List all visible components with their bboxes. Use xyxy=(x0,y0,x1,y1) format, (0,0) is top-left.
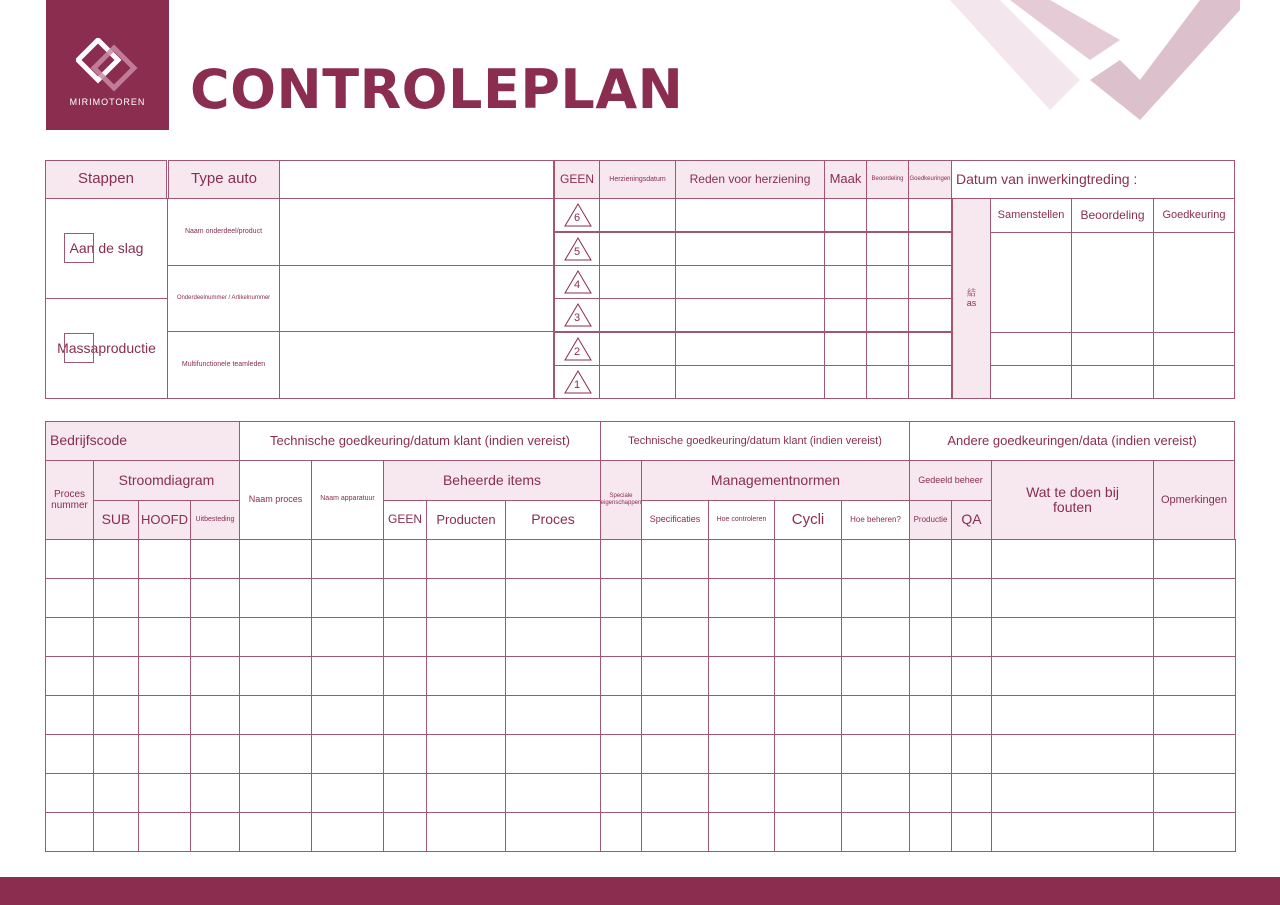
table-cell[interactable] xyxy=(383,539,427,579)
revision-field[interactable] xyxy=(675,365,825,399)
effective-date-label: Datum van inwerkingtreding : xyxy=(951,160,1235,199)
table-cell[interactable] xyxy=(45,578,94,618)
table-cell[interactable] xyxy=(190,617,240,657)
revision-field[interactable] xyxy=(675,298,825,332)
producten-header: Producten xyxy=(426,500,506,540)
revision-number-label: 6 xyxy=(573,211,581,224)
table-cell[interactable] xyxy=(311,773,384,813)
table-cell[interactable] xyxy=(991,578,1154,618)
approval-field[interactable] xyxy=(990,365,1072,399)
table-cell[interactable] xyxy=(708,656,775,696)
table-cell[interactable] xyxy=(951,578,992,618)
table-cell[interactable] xyxy=(93,812,139,852)
table-cell[interactable] xyxy=(991,656,1154,696)
table-cell[interactable] xyxy=(708,617,775,657)
table-cell[interactable] xyxy=(991,773,1154,813)
table-cell[interactable] xyxy=(383,695,427,735)
logo-box xyxy=(46,0,169,130)
qa-header: QA xyxy=(951,500,992,540)
table-cell[interactable] xyxy=(708,812,775,852)
specificaties-header: Specificaties xyxy=(641,500,709,540)
table-cell[interactable] xyxy=(138,656,191,696)
table-cell[interactable] xyxy=(951,695,992,735)
revision-field[interactable] xyxy=(866,232,909,266)
table-cell[interactable] xyxy=(239,695,312,735)
wat-te-doen-header: Wat te doen bij fouten xyxy=(991,460,1154,540)
table-cell[interactable] xyxy=(909,578,952,618)
revision-field[interactable] xyxy=(866,332,909,366)
revision-number-label: 5 xyxy=(573,245,581,258)
table-cell[interactable] xyxy=(426,812,506,852)
table-cell[interactable] xyxy=(93,656,139,696)
team-members-label: Multifunctionele teamleden xyxy=(167,331,280,399)
revision-field[interactable] xyxy=(908,232,952,266)
revision-field[interactable] xyxy=(866,365,909,399)
table-cell[interactable] xyxy=(93,773,139,813)
table-cell[interactable] xyxy=(505,773,601,813)
table-cell[interactable] xyxy=(1153,773,1236,813)
diamond-logo-icon xyxy=(76,38,140,94)
table-cell[interactable] xyxy=(505,656,601,696)
revision-field[interactable] xyxy=(824,332,867,366)
decorative-diamonds-icon xyxy=(940,0,1240,125)
step-aan-de-slag: Aan de slag xyxy=(45,198,168,299)
revision-field[interactable] xyxy=(908,265,952,299)
table-cell[interactable] xyxy=(45,617,94,657)
bedrijfscode-header: Bedrijfscode xyxy=(45,421,240,461)
stroomdiagram-header: Stroomdiagram xyxy=(93,460,240,501)
table-cell[interactable] xyxy=(909,812,952,852)
table-cell[interactable] xyxy=(426,539,506,579)
naam-proces-header: Naam proces xyxy=(239,460,312,540)
revision-field[interactable] xyxy=(824,265,867,299)
uitbesteding-header: Uitbesteding xyxy=(190,500,240,540)
table-cell[interactable] xyxy=(1153,617,1236,657)
proces-nummer-header: Proces nummer xyxy=(45,460,94,540)
gedeeld-beheer-header: Gedeeld beheer xyxy=(909,460,992,501)
revision-number-label: 4 xyxy=(573,278,581,291)
tech-approval-2: Technische goedkeuring/datum klant (indien vereist) xyxy=(600,421,910,461)
table-cell[interactable] xyxy=(383,812,427,852)
table-cell[interactable] xyxy=(841,812,910,852)
table-cell[interactable] xyxy=(641,773,709,813)
revision-number-label: 3 xyxy=(573,311,581,324)
type-auto-header: Type auto xyxy=(168,160,280,199)
revision-number-label: 1 xyxy=(573,378,581,391)
table-cell[interactable] xyxy=(239,656,312,696)
revision-field[interactable] xyxy=(599,332,676,366)
revision-field[interactable] xyxy=(824,232,867,266)
table-cell[interactable] xyxy=(190,773,240,813)
table-cell[interactable] xyxy=(841,656,910,696)
table-cell[interactable] xyxy=(1153,695,1236,735)
table-cell[interactable] xyxy=(641,617,709,657)
stappen-header: Stappen xyxy=(45,160,167,199)
type-auto-field[interactable] xyxy=(279,160,554,199)
table-cell[interactable] xyxy=(991,734,1154,774)
cycli-header: Cycli xyxy=(774,500,842,540)
rev-beoordeling-header: Beoordeling xyxy=(866,160,909,199)
step-massaproductie: Massaproductie xyxy=(45,298,168,399)
table-cell[interactable] xyxy=(1153,656,1236,696)
hoofd-header: HOOFD xyxy=(138,500,191,540)
table-cell[interactable] xyxy=(239,812,312,852)
table-cell[interactable] xyxy=(45,539,94,579)
table-cell[interactable] xyxy=(45,773,94,813)
table-cell[interactable] xyxy=(774,773,842,813)
approval-field[interactable] xyxy=(1071,332,1154,366)
table-cell[interactable] xyxy=(311,656,384,696)
table-cell[interactable] xyxy=(841,539,910,579)
table-cell[interactable] xyxy=(991,539,1154,579)
approval-field[interactable] xyxy=(1153,232,1235,333)
table-cell[interactable] xyxy=(311,539,384,579)
speciale-header: Speciale eigenschappen xyxy=(600,460,642,540)
approval-goedkeuring: Goedkeuring xyxy=(1153,198,1235,233)
approval-beoordeling: Beoordeling xyxy=(1071,198,1154,233)
table-cell[interactable] xyxy=(708,734,775,774)
table-cell[interactable] xyxy=(641,578,709,618)
approval-field[interactable] xyxy=(1153,365,1235,399)
table-cell[interactable] xyxy=(93,539,139,579)
table-cell[interactable] xyxy=(774,578,842,618)
table-cell[interactable] xyxy=(93,734,139,774)
table-cell[interactable] xyxy=(311,734,384,774)
table-cell[interactable] xyxy=(383,734,427,774)
brand-name: MIRIMOTOREN xyxy=(69,97,146,107)
table-cell[interactable] xyxy=(641,695,709,735)
rev-reason-header: Reden voor herziening xyxy=(675,160,825,199)
table-cell[interactable] xyxy=(600,773,642,813)
table-cell[interactable] xyxy=(383,617,427,657)
table-cell[interactable] xyxy=(600,695,642,735)
table-cell[interactable] xyxy=(190,812,240,852)
table-cell[interactable] xyxy=(708,578,775,618)
table-cell[interactable] xyxy=(190,539,240,579)
table-cell[interactable] xyxy=(1153,539,1236,579)
table-cell[interactable] xyxy=(311,617,384,657)
table-cell[interactable] xyxy=(951,617,992,657)
table-cell[interactable] xyxy=(909,539,952,579)
rev-geen-header: GEEN xyxy=(554,160,600,199)
table-cell[interactable] xyxy=(138,578,191,618)
beheerde-items-header: Beheerde items xyxy=(383,460,601,501)
table-cell[interactable] xyxy=(600,578,642,618)
table-cell[interactable] xyxy=(239,617,312,657)
table-cell[interactable] xyxy=(600,734,642,774)
approval-samenstellen: Samenstellen xyxy=(990,198,1072,233)
footer-bar xyxy=(0,877,1280,905)
table-cell[interactable] xyxy=(909,695,952,735)
table-cell[interactable] xyxy=(841,617,910,657)
revision-number xyxy=(554,332,600,366)
revision-number xyxy=(554,298,600,332)
page-title: CONTROLEPLAN xyxy=(190,58,684,121)
table-cell[interactable] xyxy=(311,695,384,735)
table-cell[interactable] xyxy=(93,617,139,657)
checkbox-aan-de-slag[interactable] xyxy=(64,233,94,263)
table-cell[interactable] xyxy=(505,734,601,774)
table-cell[interactable] xyxy=(426,656,506,696)
table-cell[interactable] xyxy=(239,734,312,774)
table-cell[interactable] xyxy=(426,617,506,657)
table-cell[interactable] xyxy=(239,539,312,579)
part-number-label: Onderdeelnummer / Artikelnummer xyxy=(167,265,280,332)
table-cell[interactable] xyxy=(774,812,842,852)
product-name-label: Naam onderdeel/product xyxy=(167,198,280,266)
revision-field[interactable] xyxy=(866,198,909,232)
table-cell[interactable] xyxy=(45,812,94,852)
table-cell[interactable] xyxy=(311,578,384,618)
table-cell[interactable] xyxy=(45,656,94,696)
table-cell[interactable] xyxy=(45,734,94,774)
proces-header: Proces xyxy=(505,500,601,540)
approval-field[interactable] xyxy=(1153,332,1235,366)
table-cell[interactable] xyxy=(311,812,384,852)
revision-field[interactable] xyxy=(824,198,867,232)
table-cell[interactable] xyxy=(909,656,952,696)
table-cell[interactable] xyxy=(774,656,842,696)
table-cell[interactable] xyxy=(951,656,992,696)
table-cell[interactable] xyxy=(951,734,992,774)
table-cell[interactable] xyxy=(239,578,312,618)
table-cell[interactable] xyxy=(383,578,427,618)
table-cell[interactable] xyxy=(909,773,952,813)
table-cell[interactable] xyxy=(909,734,952,774)
product-name-field[interactable] xyxy=(279,198,554,266)
table-cell[interactable] xyxy=(383,773,427,813)
table-cell[interactable] xyxy=(641,656,709,696)
table-cell[interactable] xyxy=(138,539,191,579)
revision-field[interactable] xyxy=(824,365,867,399)
table-cell[interactable] xyxy=(93,578,139,618)
part-number-field[interactable] xyxy=(279,265,554,332)
hoe-controleren-header: Hoe controleren xyxy=(708,500,775,540)
table-cell[interactable] xyxy=(641,812,709,852)
table-cell[interactable] xyxy=(841,773,910,813)
side-label: 結 as xyxy=(952,198,991,399)
revision-field[interactable] xyxy=(599,265,676,299)
table-cell[interactable] xyxy=(426,773,506,813)
table-cell[interactable] xyxy=(774,617,842,657)
table-cell[interactable] xyxy=(600,539,642,579)
team-members-field[interactable] xyxy=(279,331,554,399)
revision-field[interactable] xyxy=(866,265,909,299)
revision-field[interactable] xyxy=(675,232,825,266)
rev-date-header: Herzieningsdatum xyxy=(599,160,676,199)
table-cell[interactable] xyxy=(383,656,427,696)
table-cell[interactable] xyxy=(426,734,506,774)
revision-field[interactable] xyxy=(675,332,825,366)
table-cell[interactable] xyxy=(774,734,842,774)
approval-field[interactable] xyxy=(1071,232,1154,333)
table-cell[interactable] xyxy=(505,539,601,579)
revision-field[interactable] xyxy=(824,298,867,332)
revision-field[interactable] xyxy=(908,298,952,332)
table-cell[interactable] xyxy=(641,734,709,774)
table-cell[interactable] xyxy=(426,695,506,735)
approval-field[interactable] xyxy=(1071,365,1154,399)
revision-number xyxy=(554,265,600,299)
revision-field[interactable] xyxy=(599,198,676,232)
table-cell[interactable] xyxy=(951,539,992,579)
table-cell[interactable] xyxy=(138,773,191,813)
table-cell[interactable] xyxy=(138,617,191,657)
revision-field[interactable] xyxy=(908,365,952,399)
revision-number-label: 2 xyxy=(573,345,581,358)
table-cell[interactable] xyxy=(774,695,842,735)
table-cell[interactable] xyxy=(600,617,642,657)
revision-number xyxy=(554,198,600,232)
approval-field[interactable] xyxy=(990,232,1072,333)
table-cell[interactable] xyxy=(505,812,601,852)
managementnormen-header: Managementnormen xyxy=(641,460,910,501)
revision-field[interactable] xyxy=(599,298,676,332)
table-cell[interactable] xyxy=(708,773,775,813)
other-approvals: Andere goedkeuringen/data (indien vereist) xyxy=(909,421,1235,461)
revision-field[interactable] xyxy=(866,298,909,332)
table-cell[interactable] xyxy=(1153,734,1236,774)
table-cell[interactable] xyxy=(505,578,601,618)
table-cell[interactable] xyxy=(951,812,992,852)
table-cell[interactable] xyxy=(505,695,601,735)
table-cell[interactable] xyxy=(190,695,240,735)
checkbox-massaproductie[interactable] xyxy=(64,333,94,363)
table-cell[interactable] xyxy=(505,617,601,657)
table-cell[interactable] xyxy=(239,773,312,813)
table-cell[interactable] xyxy=(138,734,191,774)
revision-field[interactable] xyxy=(675,198,825,232)
table-cell[interactable] xyxy=(426,578,506,618)
approval-field[interactable] xyxy=(990,332,1072,366)
table-cell[interactable] xyxy=(991,812,1154,852)
naam-apparatuur-header: Naam apparatuur xyxy=(311,460,384,540)
table-cell[interactable] xyxy=(1153,812,1236,852)
table-cell[interactable] xyxy=(1153,578,1236,618)
revision-field[interactable] xyxy=(599,232,676,266)
hoe-beheren-header: Hoe beheren? xyxy=(841,500,910,540)
table-cell[interactable] xyxy=(991,617,1154,657)
table-cell[interactable] xyxy=(841,695,910,735)
table-cell[interactable] xyxy=(774,539,842,579)
revision-field[interactable] xyxy=(599,365,676,399)
table-cell[interactable] xyxy=(641,539,709,579)
table-cell[interactable] xyxy=(93,695,139,735)
table-cell[interactable] xyxy=(138,695,191,735)
table-cell[interactable] xyxy=(841,578,910,618)
sub-header: SUB xyxy=(93,500,139,540)
table-cell[interactable] xyxy=(190,656,240,696)
table-cell[interactable] xyxy=(45,695,94,735)
table-cell[interactable] xyxy=(190,578,240,618)
table-cell[interactable] xyxy=(708,695,775,735)
revision-number xyxy=(554,232,600,266)
table-cell[interactable] xyxy=(841,734,910,774)
revision-number xyxy=(554,365,600,399)
rev-maak-header: Maak xyxy=(824,160,867,199)
revision-field[interactable] xyxy=(908,332,952,366)
rev-goedkeuringen-header: Goedkeuringen xyxy=(908,160,952,199)
revision-field[interactable] xyxy=(908,198,952,232)
table-cell[interactable] xyxy=(991,695,1154,735)
table-cell[interactable] xyxy=(138,812,191,852)
opmerkingen-header: Opmerkingen xyxy=(1153,460,1235,540)
revision-field[interactable] xyxy=(675,265,825,299)
table-cell[interactable] xyxy=(951,773,992,813)
table-cell[interactable] xyxy=(600,812,642,852)
geen-header: GEEN xyxy=(383,500,427,540)
table-cell[interactable] xyxy=(909,617,952,657)
table-cell[interactable] xyxy=(190,734,240,774)
productie-header: Productie xyxy=(909,500,952,540)
tech-approval-1: Technische goedkeuring/datum klant (indien vereist) xyxy=(239,421,601,461)
table-cell[interactable] xyxy=(600,656,642,696)
table-cell[interactable] xyxy=(708,539,775,579)
